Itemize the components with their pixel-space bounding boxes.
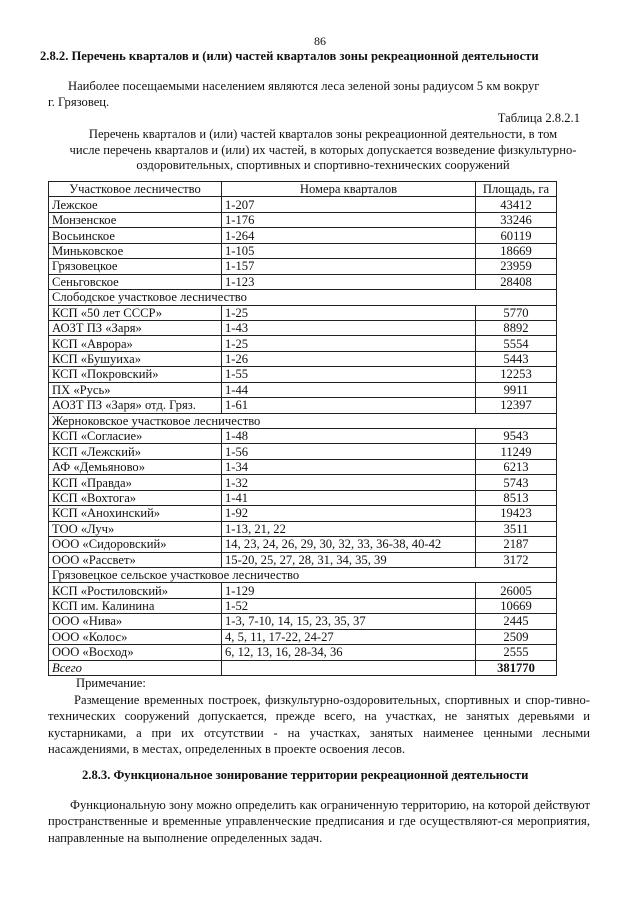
area-cell: 12253 [476, 367, 557, 382]
table-header-row [49, 182, 557, 197]
table-caption [50, 127, 596, 174]
forestry-name-cell: КСП «Лежский» [49, 444, 222, 459]
quarters-cell: 1-48 [222, 429, 476, 444]
quarters-cell: 1-25 [222, 336, 476, 351]
caption-line-2: числе перечень кварталов и (или) их частей, в которых допускается возведение физкультурно- [69, 142, 577, 157]
table-section-row [49, 290, 557, 305]
area-cell: 19423 [476, 506, 557, 521]
quarters-cell: 1-56 [222, 444, 476, 459]
forestry-name-cell: ООО «Восход» [49, 645, 222, 660]
table-section-row [49, 413, 557, 428]
area-cell: 2187 [476, 537, 557, 552]
table-row [49, 274, 557, 289]
area-cell: 60119 [476, 228, 557, 243]
quarters-cell: 1-3, 7-10, 14, 15, 23, 35, 37 [222, 614, 476, 629]
forestry-name-cell: КСП «Вохтога» [49, 490, 222, 505]
forestry-name-cell: ООО «Рассвет» [49, 552, 222, 567]
table-row [49, 320, 557, 335]
quarters-cell: 1-13, 21, 22 [222, 521, 476, 536]
area-cell: 2509 [476, 629, 557, 644]
quarters-cell: 1-61 [222, 398, 476, 413]
forestry-name-cell: ООО «Нива» [49, 614, 222, 629]
area-cell: 5743 [476, 475, 557, 490]
table-row [49, 506, 557, 521]
forestry-name-cell: АОЗТ ПЗ «Заря» отд. Гряз. [49, 398, 222, 413]
area-cell: 10669 [476, 598, 557, 613]
table-total-row [49, 660, 557, 675]
section-title-cell: Грязовецкое сельское участковое лесничество [49, 567, 557, 582]
section-title-cell: Жерноковское участковое лесничество [49, 413, 557, 428]
body-paragraph: Функциональную зону можно определить как ограниченную территорию, на которой действуют пространственные и временные управленческие предписания и где осуществляют-ся мероприятия, направленные на выполнение определенных задач. [48, 798, 590, 845]
quarters-cell: 6, 12, 13, 16, 28-34, 36 [222, 645, 476, 660]
total-value: 381770 [476, 660, 557, 675]
area-cell: 23959 [476, 259, 557, 274]
header-area: Площадь, га [476, 182, 557, 197]
caption-line-3: оздоровительных, спортивных и спортивно-технических сооружений [136, 158, 510, 173]
forestry-name-cell: КСП «Аврора» [49, 336, 222, 351]
note-text: Размещение временных построек, физкультурно-оздоровительных, спортивных и спор-тивно-технических сооружений допускается, прежде всего, на участках, не занятых деревьями и кустарниками, а при их отсутствии - на участках, занятых наименее ценными лесными насаждениями, в местах, определенных в проекте освоения лесов. [48, 693, 590, 756]
forestry-name-cell: АОЗТ ПЗ «Заря» [49, 320, 222, 335]
table-row [49, 459, 557, 474]
quarters-cell: 1-43 [222, 320, 476, 335]
table-row [49, 212, 557, 227]
table-row [49, 429, 557, 444]
table-section-row [49, 567, 557, 582]
area-cell: 43412 [476, 197, 557, 212]
table-row [49, 598, 557, 613]
table-row [49, 490, 557, 505]
quarters-cell: 1-34 [222, 459, 476, 474]
forestry-name-cell: ПХ «Русь» [49, 382, 222, 397]
area-cell: 11249 [476, 444, 557, 459]
area-cell: 28408 [476, 274, 557, 289]
quarters-cell: 4, 5, 11, 17-22, 24-27 [222, 629, 476, 644]
section-title-cell: Слободское участковое лесничество [49, 290, 557, 305]
table-row [49, 537, 557, 552]
forestry-name-cell: КСП «Анохинский» [49, 506, 222, 521]
total-label: Всего [49, 660, 222, 675]
area-cell: 3172 [476, 552, 557, 567]
table-row [49, 629, 557, 644]
forestry-name-cell: КСП «50 лет СССР» [49, 305, 222, 320]
intro-line-2: г. Грязовец. [48, 95, 110, 109]
forestry-name-cell: Сеньговское [49, 274, 222, 289]
table-row [49, 475, 557, 490]
table-row [49, 382, 557, 397]
forestry-name-cell: Лежское [49, 197, 222, 212]
area-cell: 6213 [476, 459, 557, 474]
forestry-name-cell: Восьинское [49, 228, 222, 243]
area-cell: 2445 [476, 614, 557, 629]
header-forestry: Участковое лесничество [49, 182, 222, 197]
quarters-cell: 1-52 [222, 598, 476, 613]
table-label: Таблица 2.8.2.1 [497, 111, 580, 125]
table-row [49, 228, 557, 243]
forestry-name-cell: Грязовецкое [49, 259, 222, 274]
forestry-name-cell: АФ «Демьяново» [49, 459, 222, 474]
area-cell: 26005 [476, 583, 557, 598]
area-cell: 9911 [476, 382, 557, 397]
section-heading-2-8-3: 2.8.3. Функциональное зонирование территории рекреационной деятельности [82, 768, 529, 782]
area-cell: 8513 [476, 490, 557, 505]
table-row [49, 444, 557, 459]
quarters-cell: 1-92 [222, 506, 476, 521]
area-cell: 5770 [476, 305, 557, 320]
area-cell: 5554 [476, 336, 557, 351]
forestry-name-cell: КСП «Согласие» [49, 429, 222, 444]
table-row [49, 398, 557, 413]
area-cell: 12397 [476, 398, 557, 413]
quarters-cell: 14, 23, 24, 26, 29, 30, 32, 33, 36-38, 40-42 [222, 537, 476, 552]
table-row [49, 305, 557, 320]
area-cell: 18669 [476, 243, 557, 258]
quarters-cell: 1-123 [222, 274, 476, 289]
area-cell: 9543 [476, 429, 557, 444]
quarters-cell: 1-157 [222, 259, 476, 274]
forestry-name-cell: КСП «Ростиловский» [49, 583, 222, 598]
forestry-name-cell: ООО «Колос» [49, 629, 222, 644]
quarters-cell: 1-105 [222, 243, 476, 258]
table-row [49, 351, 557, 366]
forestry-name-cell: КСП «Покровский» [49, 367, 222, 382]
forestry-quarters-table [48, 181, 557, 676]
quarters-cell: 1-26 [222, 351, 476, 366]
table-row [49, 583, 557, 598]
quarters-cell: 15-20, 25, 27, 28, 31, 34, 35, 39 [222, 552, 476, 567]
table-row [49, 521, 557, 536]
forestry-name-cell: КСП «Правда» [49, 475, 222, 490]
forestry-name-cell: КСП им. Калинина [49, 598, 222, 613]
table-row [49, 645, 557, 660]
total-empty-cell [222, 660, 476, 675]
table-row [49, 614, 557, 629]
area-cell: 8892 [476, 320, 557, 335]
table-row [49, 552, 557, 567]
intro-line-1: Наиболее посещаемыми населением являются леса зеленой зоны радиусом 5 км вокруг [68, 79, 540, 93]
page-number: 86 [314, 34, 326, 48]
quarters-cell: 1-41 [222, 490, 476, 505]
forestry-name-cell: Миньковское [49, 243, 222, 258]
forestry-name-cell: ТОО «Луч» [49, 521, 222, 536]
table-row [49, 336, 557, 351]
quarters-cell: 1-176 [222, 212, 476, 227]
quarters-cell: 1-44 [222, 382, 476, 397]
header-quarters: Номера кварталов [222, 182, 476, 197]
table-row [49, 243, 557, 258]
area-cell: 3511 [476, 521, 557, 536]
table-row [49, 259, 557, 274]
quarters-cell: 1-55 [222, 367, 476, 382]
quarters-cell: 1-264 [222, 228, 476, 243]
table-body [49, 197, 557, 660]
quarters-cell: 1-25 [222, 305, 476, 320]
forestry-name-cell: Монзенское [49, 212, 222, 227]
quarters-cell: 1-32 [222, 475, 476, 490]
area-cell: 5443 [476, 351, 557, 366]
forestry-name-cell: КСП «Бушуиха» [49, 351, 222, 366]
area-cell: 2555 [476, 645, 557, 660]
note-title: Примечание: [76, 676, 146, 690]
caption-line-1: Перечень кварталов и (или) частей кварталов зоны рекреационной деятельности, в том [88, 127, 558, 141]
forestry-name-cell: ООО «Сидоровский» [49, 537, 222, 552]
table-row [49, 367, 557, 382]
quarters-cell: 1-129 [222, 583, 476, 598]
quarters-cell: 1-207 [222, 197, 476, 212]
section-heading-2-8-2: 2.8.2. Перечень кварталов и (или) частей кварталов зоны рекреационной деятельности [40, 49, 539, 63]
area-cell: 33246 [476, 212, 557, 227]
table-row [49, 197, 557, 212]
